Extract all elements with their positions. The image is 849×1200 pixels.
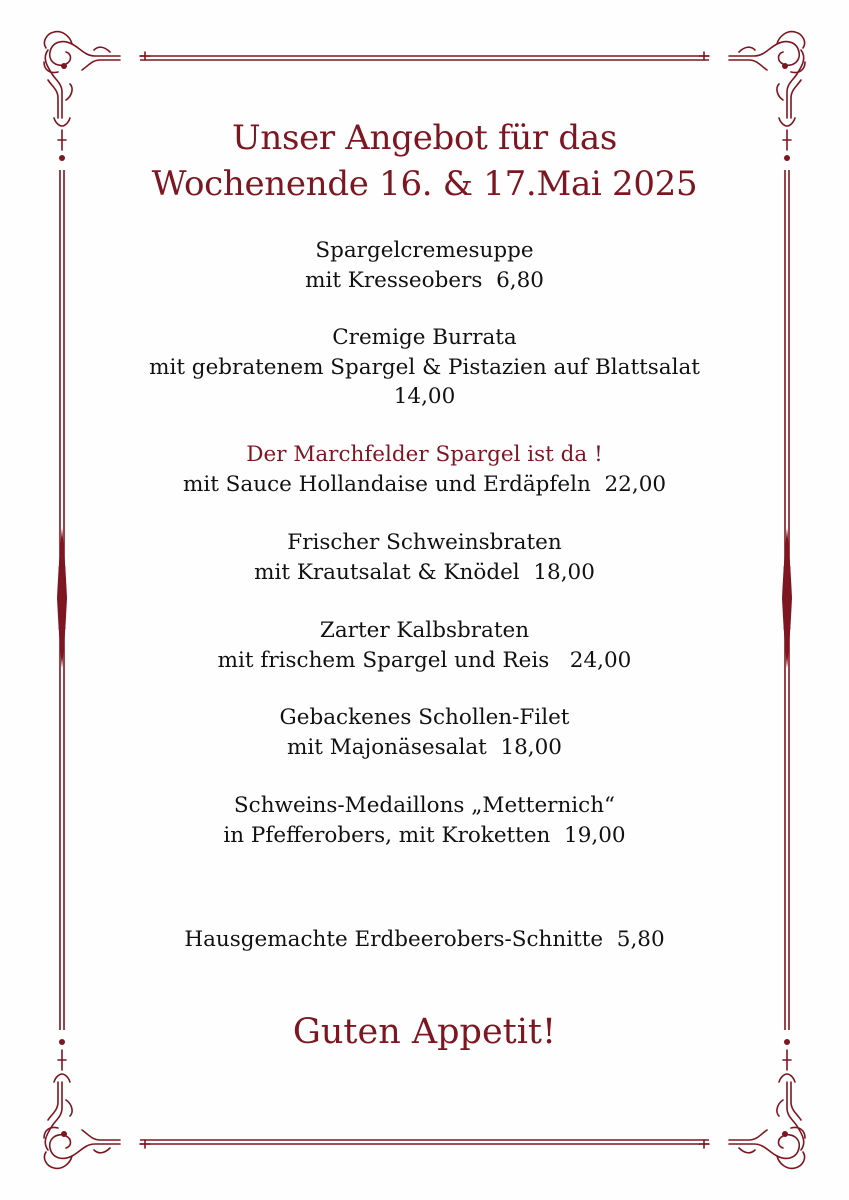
dish-name: Gebackenes Schollen-Filet: [279, 705, 570, 730]
dish-detail: in Pfefferobers, mit Kroketten 19,00: [223, 822, 626, 848]
dish-3: [0, 440, 849, 499]
dish-price: 14,00: [393, 384, 456, 409]
dish-name: Schweins-Medaillons „Metternich“: [233, 793, 616, 818]
menu-title: [0, 115, 849, 207]
dish-name: Frischer Schweinsbraten: [287, 530, 562, 555]
dish-name: Spargelcremesuppe: [315, 238, 534, 263]
closing-greeting: Guten Appetit!: [292, 1012, 557, 1052]
dish-4: [0, 528, 849, 587]
dish-name: Zarter Kalbsbraten: [319, 618, 530, 643]
title-line-1: Unser Angebot für das: [232, 118, 617, 158]
dish-detail: mit Sauce Hollandaise und Erdäpfeln 22,00: [182, 471, 667, 497]
dish-5: [0, 616, 849, 675]
dish-1: [0, 236, 849, 295]
dish-detail: mit gebratenem Spargel & Pistazien auf Blattsalat: [149, 354, 700, 380]
dish-name: Der Marchfelder Spargel ist da !: [246, 442, 603, 467]
dish-6: [0, 703, 849, 762]
dish-7: [0, 791, 849, 850]
dish-detail: mit Kresseobers 6,80: [305, 267, 544, 293]
dish-name: Cremige Burrata: [332, 325, 517, 350]
dish-detail: mit frischem Spargel und Reis 24,00: [217, 647, 632, 673]
dish-2: [0, 323, 849, 412]
dish-detail: mit Majonäsesalat 18,00: [286, 734, 562, 760]
dish-detail: mit Krautsalat & Knödel 18,00: [254, 559, 595, 585]
dessert: [0, 925, 849, 955]
dessert-text: Hausgemachte Erdbeerobers-Schnitte 5,80: [184, 927, 665, 952]
title-line-2: Wochenende 16. & 17.Mai 2025: [151, 164, 698, 204]
